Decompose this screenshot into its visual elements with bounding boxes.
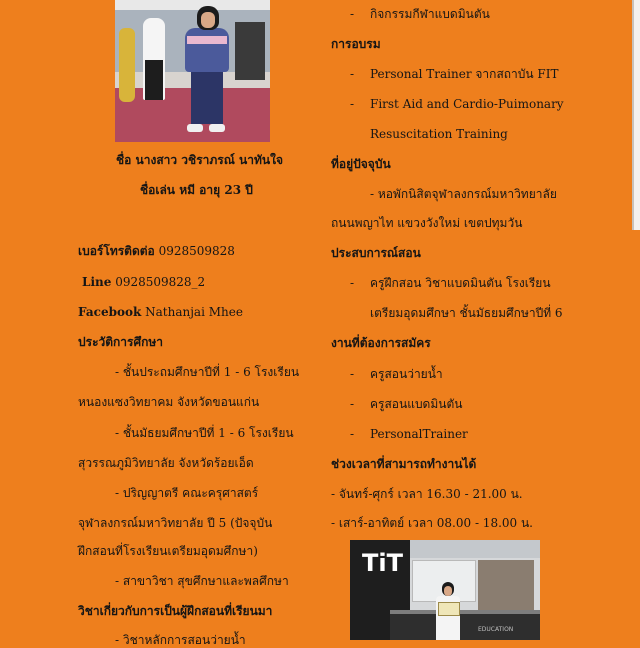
education-line-4: สุวรรณภูมิวิทยาลัย จังหวัดร้อยเอ็ด <box>78 456 254 470</box>
trainer-courses-heading: วิชาเกี่ยวกับการเป็นผู้ฝึกสอนที่เรียนมา <box>78 604 273 618</box>
phone-row <box>78 243 235 259</box>
teaching-bullet: - <box>350 276 355 290</box>
page-edge <box>632 0 640 230</box>
gym-certificate <box>438 602 460 616</box>
line-value: 0928509828_2 <box>115 275 206 289</box>
photo-bystander-legs <box>145 60 163 100</box>
job-bullet-1: - <box>350 367 355 381</box>
gym-shelf <box>478 560 534 610</box>
gym-ceiling <box>410 540 540 558</box>
training-item-2-cont: Resuscitation Training <box>370 127 508 141</box>
education-line-8: - สาขาวิชา สุขศึกษาและพลศึกษา <box>115 574 289 588</box>
photo-person-legs <box>191 70 223 124</box>
education-heading: ประวัติการศึกษา <box>78 335 164 349</box>
photo-person-jacket <box>185 28 229 72</box>
job-bullet-2: - <box>350 397 355 411</box>
facebook-label: Facebook <box>78 305 142 319</box>
line-label: Line <box>82 275 112 289</box>
education-line-5: - ปริญญาตรี คณะครุศาสตร์ <box>115 486 259 500</box>
photo-person-face <box>201 12 215 28</box>
training-bullet-1: - <box>350 67 355 81</box>
gym-desk <box>390 610 540 640</box>
training-item-1: Personal Trainer จากสถาบัน FIT <box>370 67 559 81</box>
address-heading: ที่อยู่ปัจจุบัน <box>331 157 391 171</box>
photo-bystander-left <box>119 28 135 102</box>
teaching-heading: ประสบการณ์สอน <box>331 246 421 260</box>
nickname-line: ชื่อเล่น หมี อายุ 23 ปี <box>140 183 253 197</box>
job-bullet-3: - <box>350 427 355 441</box>
jobs-heading: งานที่ต้องการสมัคร <box>331 336 431 350</box>
teaching-item-cont: เตรียมอุดมศึกษา ชั้นมัธยมศึกษาปีที่ 6 <box>370 306 563 320</box>
address-line-2: ถนนพญาไท แขวงวังใหม่ เขตปทุมวัน <box>331 216 523 230</box>
address-line-1: - หอพักนิสิตจุฬาลงกรณ์มหาวิทยาลัย <box>370 187 557 201</box>
job-item-3: PersonalTrainer <box>370 427 468 441</box>
education-line-1: - ชั้นประถมศึกษาปีที่ 1 - 6 โรงเรียน <box>115 365 300 379</box>
activity-item: กิจกรรมกีฬาแบดมินตัน <box>370 7 490 21</box>
facebook-row <box>78 304 243 320</box>
education-line-2: หนองแซงวิทยาคม จังหวัดขอนแก่น <box>78 395 260 409</box>
trainer-course-partial: - วิชาหลักการสอนว่ายน้ำ <box>115 633 246 647</box>
photo-ceiling-lights <box>115 0 270 10</box>
phone-value: 0928509828 <box>158 244 235 258</box>
line-row <box>82 274 205 290</box>
education-line-6: จุฬาลงกรณ์มหาวิทยาลัย ปี 5 (ปัจจุบัน <box>78 516 273 530</box>
profile-photo <box>115 0 270 142</box>
activity-bullet: - <box>350 7 355 21</box>
job-item-1: ครูสอนว่ายน้ำ <box>370 367 443 381</box>
time-line-2: - เสาร์-อาทิตย์ เวลา 08.00 - 18.00 น. <box>331 516 533 530</box>
gym-logo: TiT <box>362 549 403 577</box>
job-item-2: ครูสอนแบดมินตัน <box>370 397 463 411</box>
training-bullet-2: - <box>350 97 355 111</box>
time-line-1: - จันทร์-ศุกร์ เวลา 16.30 - 21.00 น. <box>331 487 523 501</box>
gym-photo <box>350 540 540 640</box>
photo-jacket-stripe <box>187 36 227 44</box>
time-heading: ช่วงเวลาที่สามารถทำงานได้ <box>331 457 477 471</box>
gym-desk-edge <box>390 610 540 614</box>
training-heading: การอบรม <box>331 37 381 51</box>
education-line-7: ฝึกสอนที่โรงเรียนเตรียมอุดมศึกษา) <box>78 544 258 558</box>
training-item-2: First Aid and Cardio-Puimonary <box>370 97 564 111</box>
phone-label: เบอร์โทรติดต่อ <box>78 244 155 258</box>
name-line: ชื่อ นางสาว วชิราภรณ์ นาทันใจ <box>116 153 283 167</box>
education-line-3: - ชั้นมัธยมศึกษาปีที่ 1 - 6 โรงเรียน <box>115 426 294 440</box>
gym-desk-sign: EDUCATION <box>478 626 514 633</box>
gym-person-face <box>444 586 452 596</box>
photo-shoe-right <box>209 124 225 132</box>
photo-shoe-left <box>187 124 203 132</box>
facebook-value: Nathanjai Mhee <box>145 305 243 319</box>
photo-equipment-rack <box>235 22 265 80</box>
teaching-item: ครูฝึกสอน วิชาแบดมินตัน โรงเรียน <box>370 276 551 290</box>
